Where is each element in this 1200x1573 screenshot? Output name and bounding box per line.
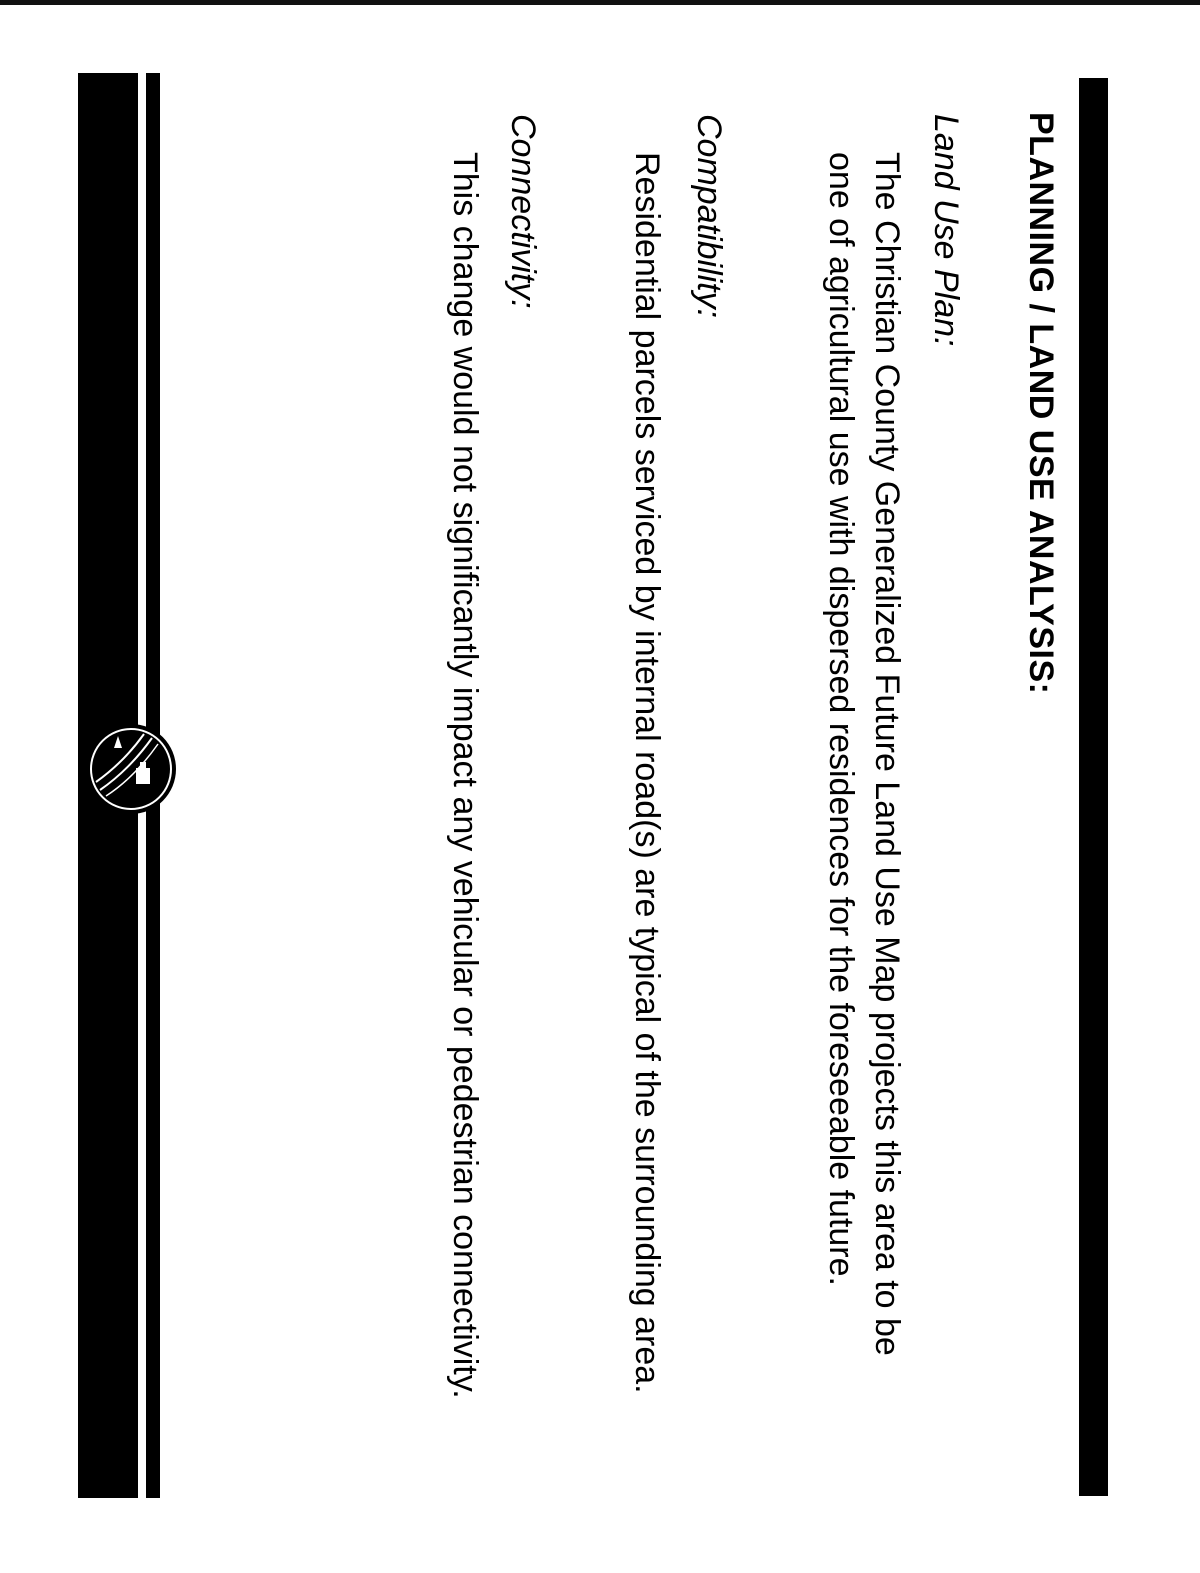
section-text-land-use-plan: The Christian County Generalized Future Land Use Map projects this area to be one of agricultural use with dispersed residences for the foreseeable future. (822, 152, 906, 1356)
rotated-page-content (240, 112, 1060, 1472)
section-heading-land-use-plan: Land Use Plan: (927, 114, 965, 347)
section-text-compatibility: Residential parcels serviced by internal road(s) are typical of the surrounding area. (628, 152, 666, 1394)
page-title: PLANNING / LAND USE ANALYSIS: (1022, 112, 1060, 695)
header-bar (1079, 78, 1108, 1496)
section-heading-connectivity: Connectivity: (504, 114, 542, 309)
section-text-connectivity: This change would not significantly impact any vehicular or pedestrian connectivity. (446, 152, 484, 1399)
section-heading-compatibility: Compatibility: (690, 114, 728, 319)
page-top-border (0, 0, 1200, 5)
county-seal-icon (84, 722, 178, 816)
